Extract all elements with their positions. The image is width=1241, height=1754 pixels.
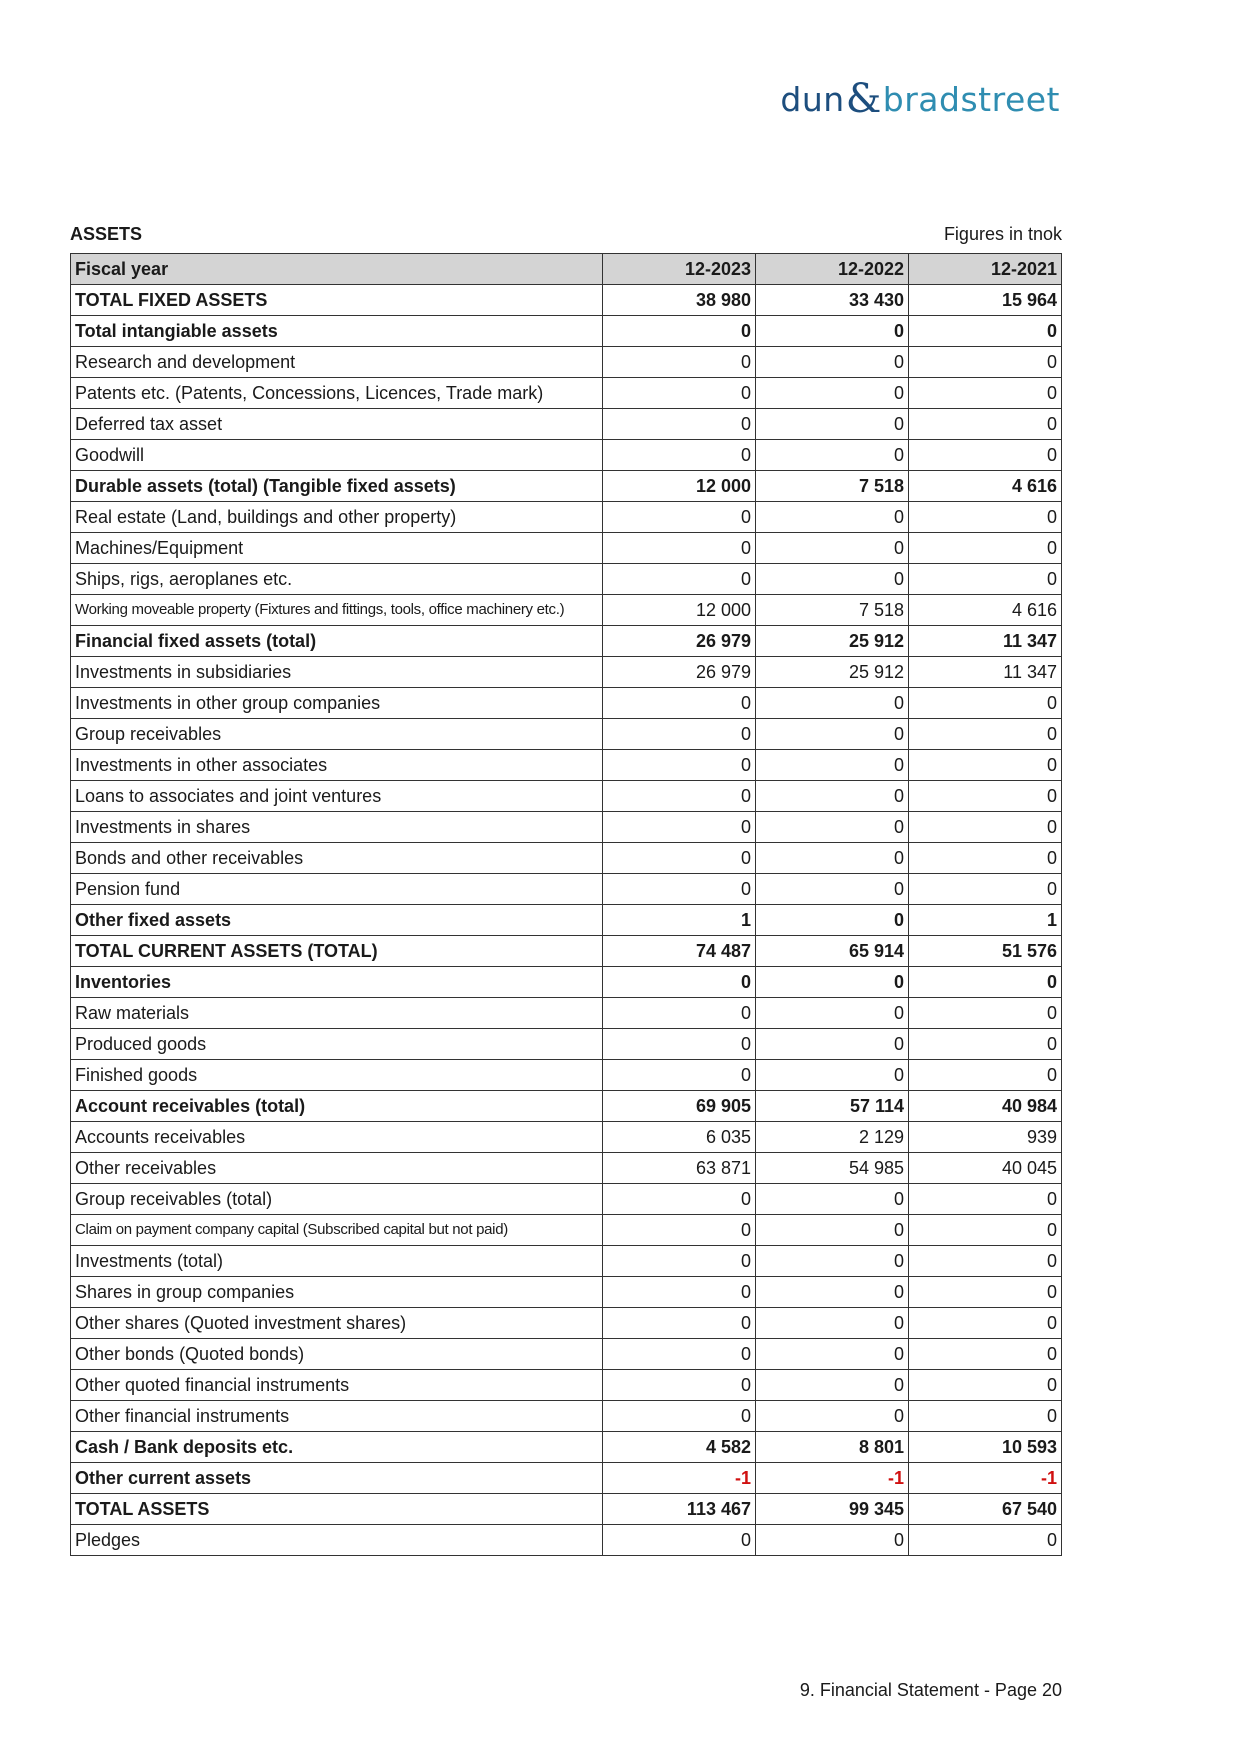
header-year-3: 12-2021 xyxy=(909,254,1062,285)
table-row xyxy=(71,1525,1062,1556)
row-value-year-2: 33 430 xyxy=(756,285,909,316)
table-row xyxy=(71,1153,1062,1184)
row-value-year-1: 0 xyxy=(603,812,756,843)
row-value-year-3: 0 xyxy=(909,502,1062,533)
row-value-year-3: 0 xyxy=(909,1215,1062,1246)
row-value-year-1: 12 000 xyxy=(603,471,756,502)
header-year-2: 12-2022 xyxy=(756,254,909,285)
table-row xyxy=(71,874,1062,905)
table-row xyxy=(71,688,1062,719)
row-value-year-2: 54 985 xyxy=(756,1153,909,1184)
table-header-row xyxy=(71,254,1062,285)
table-row xyxy=(71,502,1062,533)
table-row xyxy=(71,750,1062,781)
table-row xyxy=(71,316,1062,347)
row-value-year-1: 113 467 xyxy=(603,1494,756,1525)
row-value-year-3: 0 xyxy=(909,440,1062,471)
row-label: Produced goods xyxy=(71,1029,603,1060)
row-label: Durable assets (total) (Tangible fixed assets) xyxy=(71,471,603,502)
row-value-year-2: 0 xyxy=(756,1215,909,1246)
row-value-year-2: 0 xyxy=(756,1029,909,1060)
row-label: Other shares (Quoted investment shares) xyxy=(71,1308,603,1339)
row-value-year-3: -1 xyxy=(909,1463,1062,1494)
row-value-year-3: 40 984 xyxy=(909,1091,1062,1122)
row-value-year-3: 0 xyxy=(909,1308,1062,1339)
row-value-year-2: 2 129 xyxy=(756,1122,909,1153)
row-value-year-2: 0 xyxy=(756,1339,909,1370)
row-label: Investments in subsidiaries xyxy=(71,657,603,688)
row-label: Machines/Equipment xyxy=(71,533,603,564)
page-footer: 9. Financial Statement - Page 20 xyxy=(799,1680,1062,1700)
row-label: Other current assets xyxy=(71,1463,603,1494)
row-value-year-1: 0 xyxy=(603,564,756,595)
row-value-year-3: 0 xyxy=(909,1060,1062,1091)
row-value-year-3: 0 xyxy=(909,812,1062,843)
row-value-year-1: 0 xyxy=(603,1308,756,1339)
row-label: Working moveable property (Fixtures and fittings, tools, office machinery etc.) xyxy=(71,595,603,626)
row-label: Investments in shares xyxy=(71,812,603,843)
table-row xyxy=(71,1246,1062,1277)
row-value-year-1: 12 000 xyxy=(603,595,756,626)
row-value-year-2: 0 xyxy=(756,1277,909,1308)
row-value-year-3: 15 964 xyxy=(909,285,1062,316)
row-value-year-3: 0 xyxy=(909,688,1062,719)
row-value-year-1: 0 xyxy=(603,1029,756,1060)
row-value-year-2: 7 518 xyxy=(756,471,909,502)
row-label: Group receivables xyxy=(71,719,603,750)
row-value-year-1: 38 980 xyxy=(603,285,756,316)
row-value-year-2: 0 xyxy=(756,564,909,595)
row-value-year-2: 0 xyxy=(756,409,909,440)
table-row xyxy=(71,1184,1062,1215)
row-value-year-1: 0 xyxy=(603,998,756,1029)
table-row xyxy=(71,347,1062,378)
row-value-year-2: 25 912 xyxy=(756,626,909,657)
row-value-year-1: 0 xyxy=(603,750,756,781)
row-label: Account receivables (total) xyxy=(71,1091,603,1122)
row-value-year-3: 4 616 xyxy=(909,471,1062,502)
row-value-year-1: 4 582 xyxy=(603,1432,756,1463)
row-value-year-1: 69 905 xyxy=(603,1091,756,1122)
table-row xyxy=(71,1215,1062,1246)
table-row xyxy=(71,1370,1062,1401)
table-row xyxy=(71,533,1062,564)
row-label: Real estate (Land, buildings and other property) xyxy=(71,502,603,533)
row-value-year-1: 0 xyxy=(603,1277,756,1308)
table-row xyxy=(71,1494,1062,1525)
row-label: Financial fixed assets (total) xyxy=(71,626,603,657)
row-value-year-3: 0 xyxy=(909,409,1062,440)
row-value-year-3: 0 xyxy=(909,378,1062,409)
row-label: Bonds and other receivables xyxy=(71,843,603,874)
row-value-year-3: 0 xyxy=(909,564,1062,595)
row-value-year-2: 0 xyxy=(756,874,909,905)
row-value-year-1: 0 xyxy=(603,378,756,409)
table-row xyxy=(71,564,1062,595)
row-value-year-1: 0 xyxy=(603,688,756,719)
table-row xyxy=(71,595,1062,626)
row-value-year-3: 40 045 xyxy=(909,1153,1062,1184)
row-value-year-1: 0 xyxy=(603,409,756,440)
table-row xyxy=(71,626,1062,657)
row-value-year-3: 0 xyxy=(909,967,1062,998)
row-value-year-2: 25 912 xyxy=(756,657,909,688)
row-label: TOTAL ASSETS xyxy=(71,1494,603,1525)
row-value-year-1: 0 xyxy=(603,1401,756,1432)
row-label: TOTAL FIXED ASSETS xyxy=(71,285,603,316)
row-value-year-2: 0 xyxy=(756,378,909,409)
row-value-year-2: 0 xyxy=(756,843,909,874)
table-row xyxy=(71,1339,1062,1370)
row-value-year-1: 1 xyxy=(603,905,756,936)
table-row xyxy=(71,1091,1062,1122)
row-value-year-3: 51 576 xyxy=(909,936,1062,967)
row-label: Investments in other associates xyxy=(71,750,603,781)
row-value-year-2: 7 518 xyxy=(756,595,909,626)
row-value-year-3: 0 xyxy=(909,750,1062,781)
row-value-year-2: 0 xyxy=(756,967,909,998)
row-label: Shares in group companies xyxy=(71,1277,603,1308)
table-row xyxy=(71,967,1062,998)
row-value-year-3: 0 xyxy=(909,998,1062,1029)
table-row xyxy=(71,781,1062,812)
row-label: Pension fund xyxy=(71,874,603,905)
row-value-year-2: 0 xyxy=(756,719,909,750)
header-fiscal-year: Fiscal year xyxy=(71,254,603,285)
row-label: Loans to associates and joint ventures xyxy=(71,781,603,812)
row-value-year-1: 0 xyxy=(603,502,756,533)
row-value-year-3: 0 xyxy=(909,316,1062,347)
table-row xyxy=(71,719,1062,750)
row-value-year-1: -1 xyxy=(603,1463,756,1494)
row-value-year-2: 0 xyxy=(756,1370,909,1401)
row-value-year-3: 0 xyxy=(909,1525,1062,1556)
row-label: Investments (total) xyxy=(71,1246,603,1277)
row-value-year-1: 0 xyxy=(603,1215,756,1246)
row-label: TOTAL CURRENT ASSETS (TOTAL) xyxy=(71,936,603,967)
row-value-year-1: 26 979 xyxy=(603,657,756,688)
row-value-year-2: 0 xyxy=(756,812,909,843)
logo-word-dun: dun xyxy=(780,79,845,119)
row-label: Investments in other group companies xyxy=(71,688,603,719)
table-row xyxy=(71,936,1062,967)
row-value-year-2: 0 xyxy=(756,781,909,812)
row-label: Finished goods xyxy=(71,1060,603,1091)
assets-table xyxy=(70,253,1062,1556)
row-label: Raw materials xyxy=(71,998,603,1029)
row-label: Patents etc. (Patents, Concessions, Licences, Trade mark) xyxy=(71,378,603,409)
section-title: ASSETS xyxy=(70,223,143,244)
header-year-1: 12-2023 xyxy=(603,254,756,285)
table-row xyxy=(71,440,1062,471)
row-value-year-1: 26 979 xyxy=(603,626,756,657)
row-value-year-2: 0 xyxy=(756,1060,909,1091)
row-value-year-2: 65 914 xyxy=(756,936,909,967)
row-value-year-2: 0 xyxy=(756,1246,909,1277)
row-value-year-3: 0 xyxy=(909,1029,1062,1060)
table-row xyxy=(71,285,1062,316)
row-label: Group receivables (total) xyxy=(71,1184,603,1215)
row-value-year-3: 4 616 xyxy=(909,595,1062,626)
row-value-year-1: 0 xyxy=(603,347,756,378)
row-value-year-1: 0 xyxy=(603,1060,756,1091)
logo-word-bradstreet: bradstreet xyxy=(882,79,1060,119)
row-value-year-3: 939 xyxy=(909,1122,1062,1153)
row-value-year-1: 74 487 xyxy=(603,936,756,967)
table-row xyxy=(71,1029,1062,1060)
row-value-year-1: 0 xyxy=(603,533,756,564)
row-value-year-2: 0 xyxy=(756,440,909,471)
row-value-year-3: 0 xyxy=(909,1370,1062,1401)
row-label: Other receivables xyxy=(71,1153,603,1184)
row-label: Deferred tax asset xyxy=(71,409,603,440)
row-value-year-1: 0 xyxy=(603,967,756,998)
section-heading-row xyxy=(70,222,1062,246)
row-label: Other bonds (Quoted bonds) xyxy=(71,1339,603,1370)
row-label: Ships, rigs, aeroplanes etc. xyxy=(71,564,603,595)
row-value-year-3: 11 347 xyxy=(909,657,1062,688)
row-value-year-2: 0 xyxy=(756,750,909,781)
row-value-year-2: 0 xyxy=(756,533,909,564)
row-value-year-2: 8 801 xyxy=(756,1432,909,1463)
row-value-year-2: -1 xyxy=(756,1463,909,1494)
logo-ampersand: & xyxy=(845,76,882,122)
row-label: Cash / Bank deposits etc. xyxy=(71,1432,603,1463)
table-row xyxy=(71,378,1062,409)
row-value-year-2: 99 345 xyxy=(756,1494,909,1525)
table-row xyxy=(71,1308,1062,1339)
row-value-year-3: 11 347 xyxy=(909,626,1062,657)
row-value-year-3: 0 xyxy=(909,533,1062,564)
row-value-year-1: 0 xyxy=(603,1525,756,1556)
row-value-year-3: 0 xyxy=(909,347,1062,378)
table-row xyxy=(71,843,1062,874)
row-value-year-3: 0 xyxy=(909,1184,1062,1215)
row-value-year-2: 0 xyxy=(756,347,909,378)
row-value-year-2: 0 xyxy=(756,1401,909,1432)
row-value-year-3: 10 593 xyxy=(909,1432,1062,1463)
row-label: Pledges xyxy=(71,1525,603,1556)
table-row xyxy=(71,1277,1062,1308)
row-label: Other financial instruments xyxy=(71,1401,603,1432)
row-value-year-3: 0 xyxy=(909,1246,1062,1277)
row-value-year-1: 0 xyxy=(603,1246,756,1277)
row-value-year-1: 0 xyxy=(603,1339,756,1370)
table-row xyxy=(71,1432,1062,1463)
row-value-year-1: 0 xyxy=(603,719,756,750)
row-value-year-1: 0 xyxy=(603,781,756,812)
row-value-year-1: 0 xyxy=(603,1184,756,1215)
row-label: Other fixed assets xyxy=(71,905,603,936)
row-label: Total intangiable assets xyxy=(71,316,603,347)
row-value-year-1: 6 035 xyxy=(603,1122,756,1153)
row-label: Accounts receivables xyxy=(71,1122,603,1153)
row-value-year-1: 0 xyxy=(603,843,756,874)
row-label: Other quoted financial instruments xyxy=(71,1370,603,1401)
row-value-year-3: 0 xyxy=(909,1277,1062,1308)
row-label: Inventories xyxy=(71,967,603,998)
table-row xyxy=(71,998,1062,1029)
row-value-year-1: 0 xyxy=(603,874,756,905)
row-value-year-1: 0 xyxy=(603,440,756,471)
table-row xyxy=(71,905,1062,936)
row-value-year-3: 67 540 xyxy=(909,1494,1062,1525)
row-label: Goodwill xyxy=(71,440,603,471)
row-value-year-3: 0 xyxy=(909,843,1062,874)
row-value-year-1: 0 xyxy=(603,316,756,347)
row-value-year-3: 0 xyxy=(909,874,1062,905)
row-value-year-2: 0 xyxy=(756,502,909,533)
row-value-year-1: 0 xyxy=(603,1370,756,1401)
row-value-year-2: 0 xyxy=(756,688,909,719)
row-value-year-2: 0 xyxy=(756,1308,909,1339)
row-value-year-2: 0 xyxy=(756,905,909,936)
row-value-year-3: 1 xyxy=(909,905,1062,936)
row-value-year-2: 57 114 xyxy=(756,1091,909,1122)
row-value-year-3: 0 xyxy=(909,1401,1062,1432)
row-value-year-1: 63 871 xyxy=(603,1153,756,1184)
row-value-year-3: 0 xyxy=(909,719,1062,750)
row-value-year-2: 0 xyxy=(756,1184,909,1215)
table-row xyxy=(71,1060,1062,1091)
table-row xyxy=(71,409,1062,440)
units-note: Figures in tnok xyxy=(943,223,1062,244)
row-value-year-2: 0 xyxy=(756,998,909,1029)
table-row xyxy=(71,471,1062,502)
table-row xyxy=(71,1122,1062,1153)
row-value-year-3: 0 xyxy=(909,781,1062,812)
row-label: Claim on payment company capital (Subscribed capital but not paid) xyxy=(71,1215,603,1246)
table-body xyxy=(71,285,1062,1556)
row-value-year-2: 0 xyxy=(756,1525,909,1556)
table-row xyxy=(71,657,1062,688)
dun-bradstreet-logo xyxy=(780,74,1060,124)
table-row xyxy=(71,1463,1062,1494)
row-value-year-2: 0 xyxy=(756,316,909,347)
table-row xyxy=(71,812,1062,843)
row-value-year-3: 0 xyxy=(909,1339,1062,1370)
row-label: Research and development xyxy=(71,347,603,378)
table-row xyxy=(71,1401,1062,1432)
